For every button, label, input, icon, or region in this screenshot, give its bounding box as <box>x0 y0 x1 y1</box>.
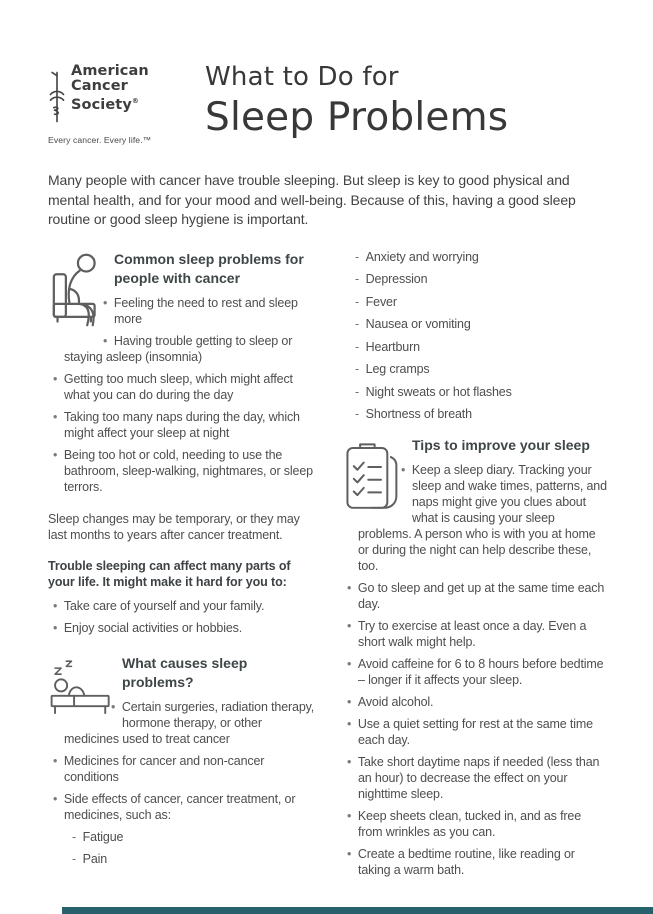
page-title <box>205 62 508 140</box>
list-item: • Having trouble getting to sleep or staying asleep (insomnia) <box>48 333 320 365</box>
header <box>48 64 608 145</box>
list-item: • Take care of yourself and your family. <box>48 598 320 614</box>
section-common-sleep-problems <box>48 250 320 495</box>
person-sitting-icon <box>48 252 106 328</box>
list-item: • Feeling the need to rest and sleep more <box>48 295 320 327</box>
list-item: - Pain <box>68 851 320 867</box>
list-item: • Try to exercise at least once a day. Even a short walk might help. <box>342 618 608 650</box>
section-what-causes <box>48 654 320 867</box>
right-column <box>342 246 608 885</box>
list-item: • Getting too much sleep, which might affect what you can do during the day <box>48 371 320 403</box>
list-item: - Heartburn <box>351 339 608 355</box>
left-column <box>48 246 320 885</box>
list-item: • Go to sleep and get up at the same time each day. <box>342 580 608 612</box>
list-item: • Medicines for cancer and non-cancer conditions <box>48 753 320 785</box>
list-item: • Keep a sleep diary. Tracking your sleep and wake times, patterns, and naps might give you clues about what is causing your sleep problems. A person who is with you at home or during the night can help describe these, too. <box>342 462 608 574</box>
list-item: - Anxiety and worrying <box>351 249 608 265</box>
side-effects-list-col1 <box>48 829 320 867</box>
list-item: • Enjoy social activities or hobbies. <box>48 620 320 636</box>
page-title-line2: Sleep Problems <box>205 95 509 140</box>
logo-line-3: Society® <box>71 96 139 113</box>
list-item: - Night sweats or hot flashes <box>351 384 608 400</box>
two-column-body <box>48 246 608 885</box>
acs-caduceus-icon <box>48 66 66 128</box>
list-item: • Side effects of cancer, cancer treatment, or medicines, such as: <box>48 791 320 823</box>
intro-paragraph: Many people with cancer have trouble sleeping. But sleep is key to good physical and mental health, and for your mood and well-being. Because of this, having a good sleep routine or good sleep hygiene is important. <box>48 172 576 228</box>
sleeping-in-bed-icon <box>48 656 114 720</box>
list-item: - Shortness of breath <box>351 406 608 422</box>
section-heading-tips: Tips to improve your sleep <box>412 437 590 454</box>
acs-logo-wordmark <box>71 64 149 113</box>
list-item: • Avoid caffeine for 6 to 8 hours before bedtime – longer if it affects your sleep. <box>342 656 608 688</box>
list-item: • Keep sheets clean, tucked in, and as free from wrinkles as you can. <box>342 808 608 840</box>
document-page <box>0 64 653 914</box>
page-title-line1: What to Do for <box>205 62 399 92</box>
logo-tagline: Every cancer. Every life.™ <box>48 135 152 145</box>
clipboard-checklist-icon <box>342 438 400 516</box>
side-effects-list-col2 <box>342 249 608 423</box>
trouble-effects-list <box>48 598 320 636</box>
list-item: - Fever <box>351 294 608 310</box>
logo-line-2: Cancer <box>71 78 128 94</box>
list-item: • Create a bedtime routine, like reading or taking a warm bath. <box>342 846 608 878</box>
list-item: • Use a quiet setting for rest at the same time each day. <box>342 716 608 748</box>
list-item: - Leg cramps <box>351 361 608 377</box>
list-item: - Nausea or vomiting <box>351 316 608 332</box>
logo-line-1: American <box>71 63 149 79</box>
tips-list <box>342 462 608 878</box>
list-item: - Fatigue <box>68 829 320 845</box>
sleep-changes-note: Sleep changes may be temporary, or they may last months to years after cancer treatment. <box>48 511 300 542</box>
list-item: • Taking too many naps during the day, which might affect your sleep at night <box>48 409 320 441</box>
section-heading-common: Common sleep problems for people with cancer <box>114 250 304 286</box>
acs-logo <box>48 64 178 145</box>
list-item: • Certain surgeries, radiation therapy, hormone therapy, or other medicines used to treat cancer <box>48 699 320 747</box>
list-item: • Being too hot or cold, needing to use the bathroom, sleep-walking, nightmares, or sleep terrors. <box>48 447 320 495</box>
list-item: - Depression <box>351 271 608 287</box>
section-heading-causes: What causes sleep problems? <box>122 654 248 690</box>
footer-accent-bar <box>62 907 653 914</box>
trouble-sleeping-lead: Trouble sleeping can affect many parts of your life. It might make it hard for you to: <box>48 558 291 589</box>
section-tips <box>342 436 608 878</box>
list-item: • Avoid alcohol. <box>342 694 608 710</box>
list-item: • Take short daytime naps if needed (less than an hour) to decrease the effect on your nighttime sleep. <box>342 754 608 802</box>
registered-mark: ® <box>131 97 139 105</box>
